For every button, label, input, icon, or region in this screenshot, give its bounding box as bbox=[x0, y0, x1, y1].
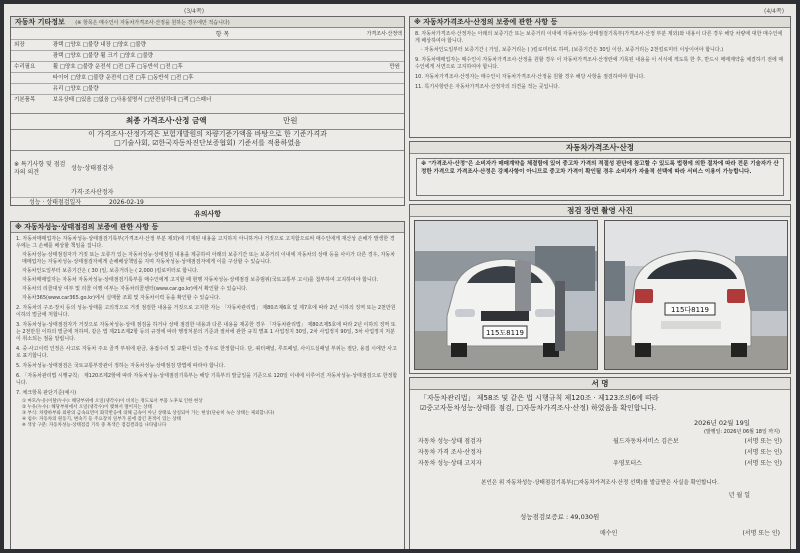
receipt-line: 본인은 위 자동차성능·상태점검기록부(□자동차가격조사·산정 선택)를 발급받은 사실을 확인합니다. bbox=[481, 480, 719, 486]
info-row bbox=[11, 61, 404, 71]
role-signature: (서명 또는 인) bbox=[744, 438, 782, 445]
basis-text: 이 가격조사·산정가격은 보험개발원의 차량기준가액을 바탕으로 한 기준가격과 bbox=[88, 130, 327, 138]
signer-roles bbox=[418, 436, 782, 469]
front-car-image bbox=[415, 221, 598, 370]
notice-item: 2. 자동차의 구조·장치 등의 성능·상태를 고의적으로 거짓 점검한 내용을 거짓으로 고지한 자는 「자동차관리법」 제80조제6호 및 제7호에 따라 2년 이하의 징역 또는 2천만원 이하의 벌금에 처합니다. bbox=[16, 305, 396, 318]
notice-item: 9. 자동차매매업자는 매수인이 자동차가격조사·산정을 원할 경우 이 자동차가격조사·산정란에 기록된 내용을 이 서식에 게도록 한 후, 반드시 매매계약을 체결하기 전에 매수인에게 서면으로 고지하여야 합니다. bbox=[415, 57, 784, 70]
small-note: ※ 색상 구분: 자동차성능·상태점검 기록 중 흑색은 점검결과를 나타냅니다 bbox=[22, 423, 167, 428]
rear-car-photo bbox=[604, 220, 788, 370]
row-group-label: 외장 bbox=[14, 42, 25, 48]
final-price-row bbox=[11, 113, 404, 127]
inspector-label: 성능·상태점검자 bbox=[71, 165, 114, 172]
price-negotiation-box bbox=[409, 141, 791, 201]
notice-right-box bbox=[409, 16, 791, 138]
basis-text-block bbox=[11, 129, 404, 149]
fee-label: 성능점검보증료 : 49,030원 bbox=[520, 513, 600, 521]
photo-section bbox=[409, 204, 791, 374]
row-group-label: 기본품목 bbox=[14, 97, 36, 103]
declaration-line-1: 「자동차관리법」 제58조 및 같은 법 시행규칙 제120조 · 제123조의6에 따라 bbox=[420, 394, 659, 402]
notice-item: 11. 특기사항란은 자동차가격조사·산정자의 의견을 적는 곳입니다. bbox=[415, 84, 560, 90]
info-row bbox=[11, 94, 404, 104]
signature-box bbox=[409, 377, 791, 549]
front-car-photo bbox=[414, 220, 598, 370]
notice-left-body bbox=[16, 236, 399, 429]
role-label: 자동차 가격 조사·산정자 bbox=[418, 449, 482, 456]
row-text: 휠 □양호 □불량 운전석 □전 □후 □동반석 □전 □후 bbox=[52, 64, 183, 70]
final-price-unit: 만원 bbox=[283, 116, 298, 125]
info-row bbox=[11, 50, 404, 60]
notice-item: 10. 자동차가격조사·산정자는 매수인이 자동차가격조사·산정을 원할 경우 해당 사항을 점검하여야 합니다. bbox=[415, 74, 645, 80]
notice-item: 4. 중·사고이력 인정은 사고로 자동차 주요 골격 부위에 판금, 용접수리 및 교환이 있는 경우로 한정합니다. 단, 쿼터패널, 루프패널, 사이드실패널 부위는 절단, 용접 시에만 사고로 표기합니다. bbox=[16, 346, 397, 359]
notice-item: 자동차365(www.car365.go.kr)에서 실매물 조회 및 자동차이력 등을 확인할 수 있습니다. bbox=[22, 295, 221, 301]
small-note: ② 누유(누수): 해당부위에서 오일(냉각수)이 맺혀서 떨어지는 상태 bbox=[22, 405, 152, 410]
notice-left-box bbox=[10, 221, 405, 549]
small-note: ① 마모/누유(이탈/누수): 해당부위에 오일(냉각수)이 비치는 정도로서 부품 노후로 인한 현상 bbox=[22, 399, 203, 404]
signature-declaration bbox=[420, 393, 784, 413]
final-price-label: 최종 가격조사·산정 금액 bbox=[126, 116, 207, 125]
front-plate-text: 115도8119 bbox=[486, 329, 524, 337]
notice-item: 5. 자동차성능·상태점검은 국토교통부장관이 정하는 자동차성능·상태점검 방법에 따라야 합니다. bbox=[16, 363, 226, 369]
notice-item: 자동차성능·상태점검자가 거짓 또는 오류가 있는 자동차성능·상태점검 내용을 제공하여 아래의 보증기간 또는 보증거리 이내에 자동차의 상태 등을 사이가 다른 경우, 자동차매매업자는 자동차성능·상태점검자에게 손해배상책임을 지며 자동차성능·상태점검자에게 이를 구상할 수 있습니다. bbox=[22, 252, 396, 265]
row-text: 유리 □양호 □불량 bbox=[52, 86, 99, 92]
left-column bbox=[10, 16, 405, 543]
notice-item: 7. 체크항목 판단기준(예시) bbox=[16, 390, 77, 396]
inspection-record-page bbox=[4, 4, 796, 549]
page-number-right: (4/4쪽) bbox=[764, 8, 785, 15]
role-label: 자동차 성능·상태 점검자 bbox=[418, 438, 482, 445]
role-signature: (서명 또는 인) bbox=[744, 460, 782, 467]
special-notes-block bbox=[11, 150, 404, 206]
notice-item: 1. 자동차매매업자는 자동차성능·상태점검기록부(가격조사·산정 부분 제외)에 기재된 내용을 고지하지 아니하거나 거짓으로 고지함으로써 매수인에게 재산상 손해가 발생한 경우에는 그 손해를 배상할 책임을 집니다. bbox=[16, 236, 395, 249]
small-notes bbox=[16, 399, 399, 429]
row-text: 광택 □양호 □불량 휠 크기 □양호 □불량 bbox=[52, 53, 154, 59]
price-inspector-label: 가격·조사산정자 bbox=[71, 189, 114, 196]
notice-left-header: ※ 자동차성능·상태점검의 보증에 관한 사항 등 bbox=[11, 222, 404, 233]
price-col-label: 가격조사·산정액 bbox=[366, 31, 402, 37]
other-info-header bbox=[11, 17, 404, 28]
unit-won: 만원 bbox=[389, 64, 400, 70]
page-number-left: (3/4쪽) bbox=[184, 8, 205, 15]
notice-item: 자동차매매업자는 자동차 자동차성능·상태점검기록부를 매수인에게 고지할 때 현행 자동차성능·상태점검 보증범위(국토교통부 고시)를 첨부하여 고지하여야 합니다. bbox=[22, 277, 379, 283]
rear-car-image bbox=[605, 221, 788, 370]
right-column bbox=[409, 16, 791, 543]
notice-item: 자동차의 리콜대상 여부 및 리콜 이행 여부는 자동차리콜센터(www.car.go.kr)에서 확인할 수 있습니다. bbox=[22, 286, 248, 292]
info-row bbox=[11, 72, 404, 82]
role-label: 자동차 성능·상태 고지자 bbox=[418, 460, 482, 467]
row-text: 보유상태 □있음 □없음 □사용설명서 □안전삼각대 □잭 □스패너 bbox=[52, 97, 212, 103]
other-info-title: 자동차 기타정보 bbox=[15, 18, 65, 26]
date-row bbox=[11, 197, 404, 206]
info-row bbox=[11, 39, 404, 49]
price-negotiation-title: 자동차가격조사·산정 bbox=[410, 142, 790, 154]
other-info-rows bbox=[11, 39, 404, 111]
basis-text-2: □기술사회, ☑한국자동차진단보증협회) 기준서를 적용하였음 bbox=[114, 139, 301, 147]
notice-item: 6. 「자동차관리법 시행규칙」 제120조제2항에 따라 자동차성능·상태점검기록부는 해당 기록부의 발급일을 기준으로 120일 이내에 이루어진 자동차성능·상태점검으로 한정합니다. bbox=[16, 373, 398, 386]
row-group-label: 수리필요 bbox=[14, 64, 36, 70]
role-row bbox=[418, 447, 782, 458]
caution-label: 유의사항 bbox=[193, 210, 222, 218]
date-label: 성능 · 상태점검일자 bbox=[29, 199, 82, 206]
special-notes-label: ※ 특기사항 및 점검자의 의견 bbox=[14, 161, 66, 176]
price-negotiation-text: ※ "가격조사·산정"은 소비자가 매매계약을 체결함에 있어 중고차 가격의 적절성 판단에 참고할 수 있도록 법령에 의한 절차에 따라 전문 기술자가 산정한 가격으로 가격조사·산정은 강제사항이 아니므로 중고차 가격이 확인될 경우 소비자가 자율적 선택에 따라 서비스 이용이 가능합니다. bbox=[416, 158, 784, 196]
notice-right-header: ※ 자동차가격조사·산정의 보증에 관한 사항 등 bbox=[410, 17, 790, 28]
other-info-box bbox=[10, 16, 405, 206]
small-note: ④ 침수: 자동차의 원동기, 변속기 등 주요장치 일부가 물에 잠긴 흔적이 있는 상태 bbox=[22, 417, 181, 422]
sign-date: 2026년 02월 19일 bbox=[693, 419, 750, 427]
declaration-line-2: ☑중고자동차성능·상태를 점검, □자동차가격조사·산정) 하였음을 확인합니다. bbox=[420, 404, 657, 412]
signature-title: 서 명 bbox=[410, 378, 790, 390]
row-text: 타이어 □양호 □불량 운전석 □전 □후 □동반석 □전 □후 bbox=[52, 75, 194, 81]
role-row bbox=[418, 436, 782, 447]
notice-item: · 자동차인도일부터 보증기간 ( 가일, 보증거리는 ( )킬로미터로 하며, (보증기간은 30일 이상, 보증거리는 2천킬로미터 이상이어야 합니다.) bbox=[421, 47, 724, 53]
role-value: 월드자동차서비스 김은보 bbox=[613, 438, 679, 445]
notice-item: 자동차인도일부터 보증기간은 ( 30 )일, 보증거리는 ( 2,000 )킬로미터로 합니다. bbox=[22, 268, 199, 274]
receipt-date: 년 월 일 bbox=[728, 492, 750, 499]
small-note: ③ 부식: 차량하부와 외판의 금속표면이 화학반응에 의해 금속이 아닌 상태로 상실되어 가는 현상(단순히 녹슨 상태는 제외합니다) bbox=[22, 411, 275, 416]
columns-label: 항 목 bbox=[215, 31, 230, 38]
special-notes-content bbox=[121, 153, 271, 181]
date-value: 2026-02-19 bbox=[109, 199, 144, 206]
notice-item: 3. 자동차성능·상태점검자가 거짓으로 자동차성능·상태 점검을 하거나 상태 점검한 내용과 다른 내용을 제공한 경우 「자동차관리법」 제80조제5호에 따라 2년 이하의 징역 또는 2천만원 이하의 벌금에 처하며, 같은 법 제21조제2항 등의 규정에 따라 행정처분의 기준과 절차에 관한 규칙 별표 1 사업정지 30일, 2차 사업정지 90일, 3차 사업정지 처분이 취소되는 점을 알립니다. bbox=[16, 322, 396, 342]
info-row bbox=[11, 83, 404, 93]
role-value: 우영모터스 bbox=[613, 460, 642, 467]
role-signature: (서명 또는 인) bbox=[744, 449, 782, 456]
buyer-label: 매수인 bbox=[600, 530, 618, 537]
sign-valid-note: (발행일: 2026년 06월 18일 까지) bbox=[703, 429, 780, 435]
buyer-signature: (서명 또는 인) bbox=[742, 530, 780, 537]
notice-item: 8. 자동차가격조사·산정자는 아래의 보증기간 또는 보증거리 이내에 자동차성능·상태점검기록부(가격조사·산정 부분 제외)와 내용이 다른 경우 해당 차량에 대한 매수인에게 배상하여야 합니다. bbox=[415, 31, 783, 44]
notice-right-body bbox=[415, 31, 785, 91]
rear-plate-text: 115다8119 bbox=[671, 306, 709, 314]
role-row bbox=[418, 458, 782, 469]
other-info-note: (※ 항목은 매수인이 자동차가격조사·산정을 원하는 경우에만 적습니다) bbox=[75, 20, 230, 26]
row-text: 광택 □양호 □불량 내장 □양호 □불량 bbox=[52, 42, 147, 48]
photo-section-title: 점검 장면 촬영 사진 bbox=[410, 205, 790, 217]
